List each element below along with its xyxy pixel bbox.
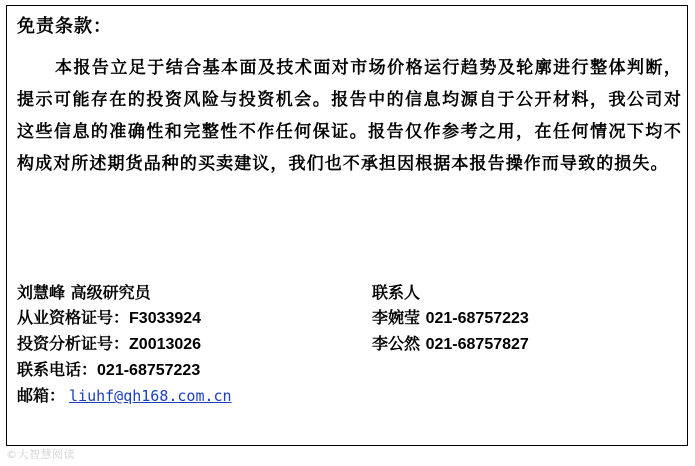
disclaimer-body: 本报告立足于结合基本面及技术面对市场价格运行趋势及轮廓进行整体判断，提示可能存在的投资风险与投资机会。报告中的信息均源自于公开材料，我公司对这些信息的准确性和完整性不作任何保证。报告仅作参考之用，在任何情况下均不构成对所述期货品种的买卖建议，我们也不承担因根据本报告操作而导致的损失。 [17, 58, 682, 174]
phone-label: 联系电话： [17, 360, 98, 379]
disclaimer-box [6, 5, 688, 446]
author-name-title: 刘慧峰 高级研究员 [17, 283, 151, 302]
contact-phone: 021-68757827 [425, 336, 529, 353]
contact-phone: 021-68757223 [425, 310, 529, 327]
email-row [17, 383, 232, 409]
watermark-logo: ©大智慧阅读 [6, 448, 75, 461]
email-label: 邮箱： [17, 386, 66, 405]
license-row [17, 305, 232, 331]
email-link[interactable]: liuhf@qh168.com.cn [69, 387, 232, 405]
license-label: 从业资格证号： [17, 308, 130, 327]
license-value: F3033924 [129, 310, 202, 327]
contact-name: 李婉莹 [372, 308, 421, 327]
phone-value: 021-68757223 [97, 362, 201, 379]
contact-person [372, 331, 529, 357]
contact-person [372, 305, 529, 331]
author-block [17, 280, 232, 409]
disclaimer-title: 免责条款： [17, 16, 112, 37]
phone-row [17, 357, 232, 383]
analyst-row [17, 331, 232, 357]
contact-name: 李公然 [372, 334, 421, 353]
contacts-heading: 联系人 [372, 283, 421, 302]
analyst-value: Z0013026 [129, 336, 202, 353]
analyst-label: 投资分析证号： [17, 334, 130, 353]
contacts-block [372, 280, 529, 357]
